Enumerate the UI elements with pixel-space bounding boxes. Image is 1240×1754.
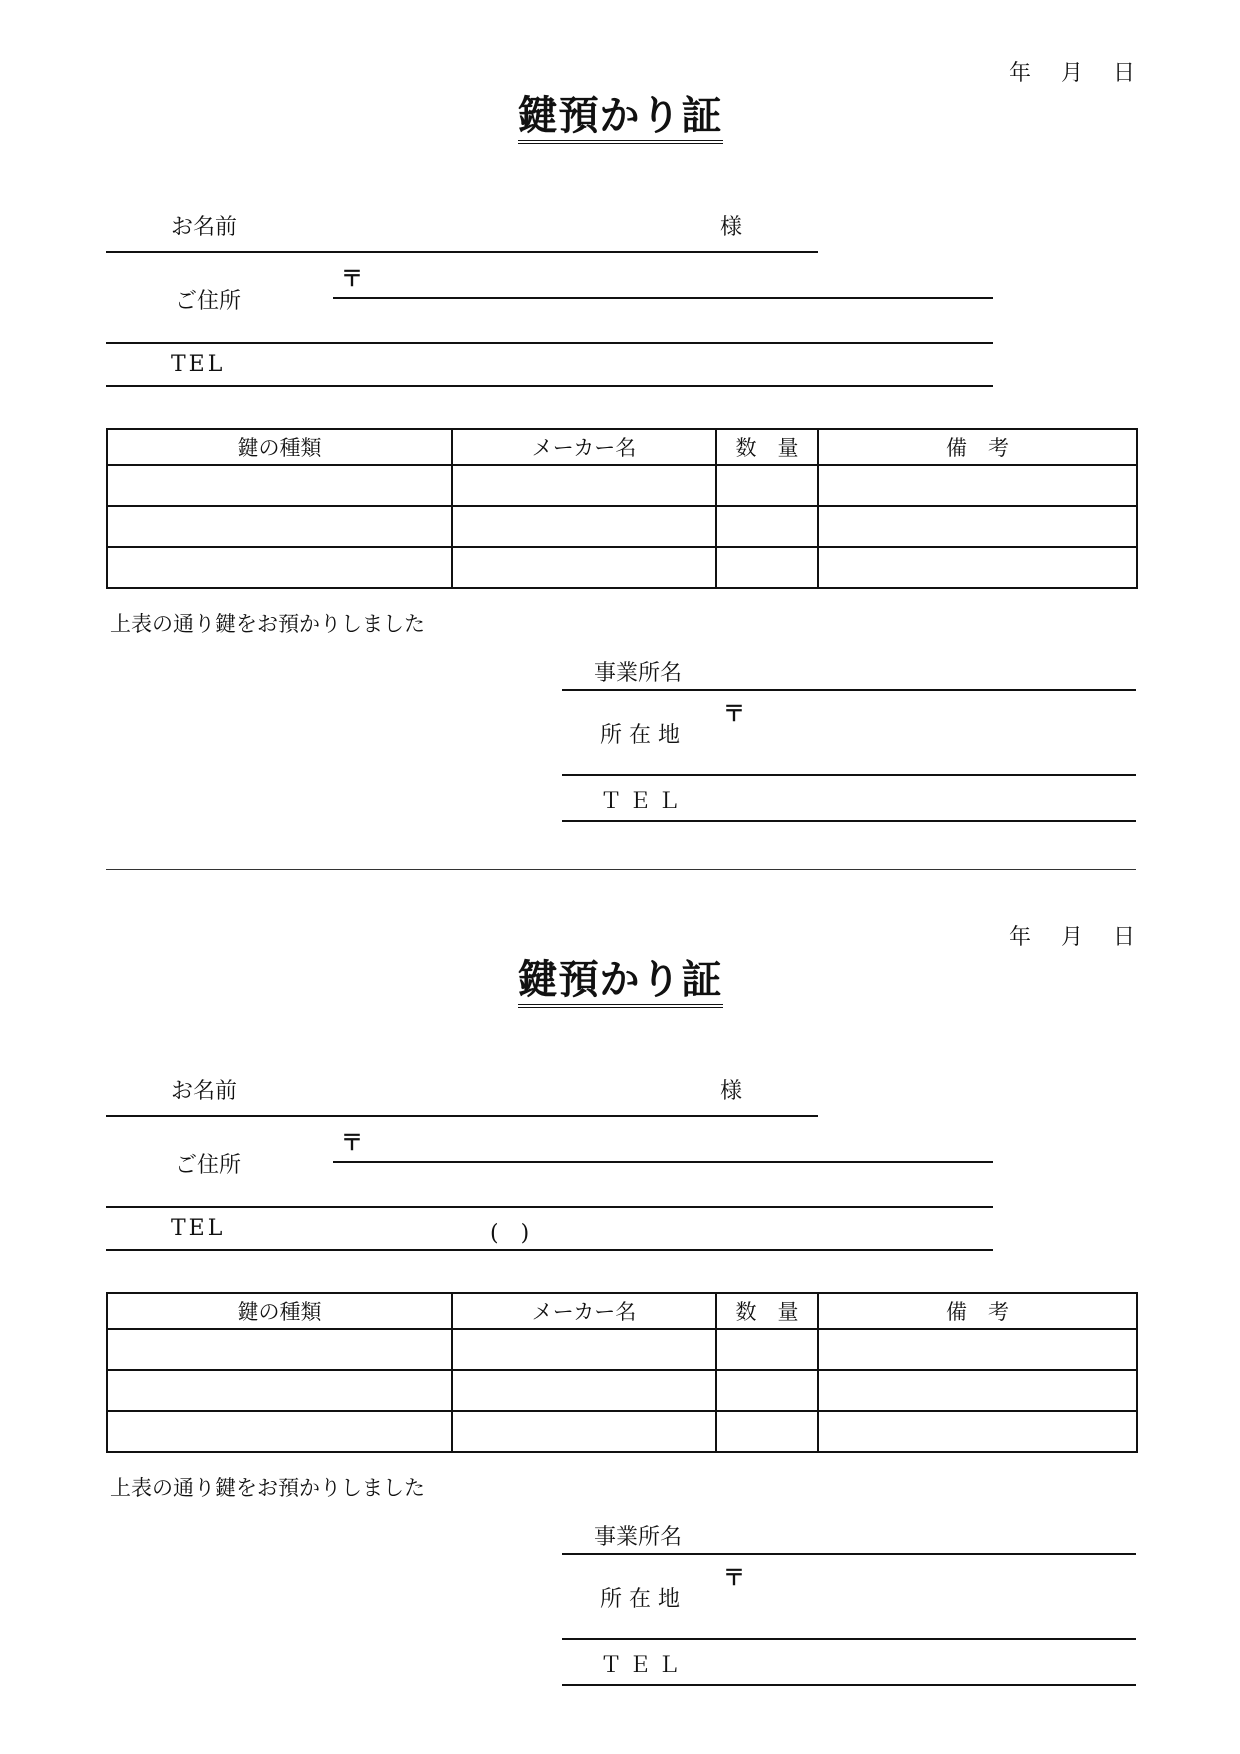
customer-name-field[interactable] xyxy=(106,1115,818,1117)
office-name-label: 事業所名 xyxy=(594,1525,683,1550)
header-remarks: 備 考 xyxy=(818,429,1137,465)
office-name-label: 事業所名 xyxy=(594,661,683,686)
customer-tel-field[interactable] xyxy=(106,385,993,387)
business-tel-label: Ｔ Ｅ Ｌ xyxy=(600,789,680,814)
date-year-label: 年 xyxy=(1008,925,1031,950)
postal-mark: 〒 xyxy=(341,1130,364,1156)
maker-name-cell[interactable] xyxy=(452,465,716,506)
remarks-cell[interactable] xyxy=(818,506,1137,547)
location-field[interactable] xyxy=(562,1638,1136,1640)
table-header-row xyxy=(107,429,1137,465)
postal-code-field[interactable] xyxy=(333,297,993,299)
remarks-cell[interactable] xyxy=(818,1370,1137,1411)
key-type-cell[interactable] xyxy=(107,1370,452,1411)
customer-tel-label: TEL xyxy=(171,352,226,377)
location-label: 所 在 地 xyxy=(600,1587,680,1612)
table-row xyxy=(107,506,1137,547)
key-type-cell[interactable] xyxy=(107,465,452,506)
header-quantity: 数 量 xyxy=(716,1293,818,1329)
maker-name-cell[interactable] xyxy=(452,1411,716,1452)
date-year-label: 年 xyxy=(1008,61,1031,86)
customer-address-label: ご住所 xyxy=(175,1153,242,1178)
maker-name-cell[interactable] xyxy=(452,1370,716,1411)
key-type-cell[interactable] xyxy=(107,1411,452,1452)
customer-name-field[interactable] xyxy=(106,251,818,253)
receipt-statement: 上表の通り鍵をお預かりしました xyxy=(110,612,425,636)
document-title: 鍵預かり証 xyxy=(0,956,1240,1008)
header-key-type: 鍵の種類 xyxy=(107,1293,452,1329)
table-row xyxy=(107,547,1137,588)
quantity-cell[interactable] xyxy=(716,547,818,588)
header-remarks: 備 考 xyxy=(818,1293,1137,1329)
key-type-cell[interactable] xyxy=(107,1329,452,1370)
customer-name-label: お名前 xyxy=(171,215,238,240)
key-type-cell[interactable] xyxy=(107,547,452,588)
customer-tel-label: TEL xyxy=(171,1216,226,1241)
header-maker-name: メーカー名 xyxy=(452,1293,716,1329)
postal-code-field[interactable] xyxy=(333,1161,993,1163)
office-name-field[interactable] xyxy=(562,689,1136,691)
date-line xyxy=(1009,56,1135,87)
table-row xyxy=(107,465,1137,506)
key-receipt-slip-2 xyxy=(0,866,1240,1736)
customer-tel-field[interactable] xyxy=(106,1249,993,1251)
honorific-label: 様 xyxy=(720,1079,743,1104)
table-row xyxy=(107,1411,1137,1452)
postal-mark: 〒 xyxy=(341,266,364,292)
remarks-cell[interactable] xyxy=(818,1411,1137,1452)
table-row xyxy=(107,1329,1137,1370)
date-line xyxy=(1009,920,1135,951)
customer-address-field[interactable] xyxy=(106,1206,993,1208)
header-maker-name: メーカー名 xyxy=(452,429,716,465)
date-month-label: 月 xyxy=(1060,61,1083,86)
business-postal-mark: 〒 xyxy=(723,701,746,727)
location-field[interactable] xyxy=(562,774,1136,776)
document-title: 鍵預かり証 xyxy=(0,92,1240,144)
customer-address-label: ご住所 xyxy=(175,289,242,314)
quantity-cell[interactable] xyxy=(716,506,818,547)
remarks-cell[interactable] xyxy=(818,465,1137,506)
business-tel-field[interactable] xyxy=(562,1684,1136,1686)
quantity-cell[interactable] xyxy=(716,1370,818,1411)
receipt-statement: 上表の通り鍵をお預かりしました xyxy=(110,1476,425,1500)
customer-address-field[interactable] xyxy=(106,342,993,344)
quantity-cell[interactable] xyxy=(716,1411,818,1452)
office-name-field[interactable] xyxy=(562,1553,1136,1555)
header-quantity: 数 量 xyxy=(716,429,818,465)
business-tel-field[interactable] xyxy=(562,820,1136,822)
tel-area-code-parens: ( ) xyxy=(490,1221,530,1246)
key-type-cell[interactable] xyxy=(107,506,452,547)
key-details-table xyxy=(106,428,1138,589)
remarks-cell[interactable] xyxy=(818,1329,1137,1370)
location-label: 所 在 地 xyxy=(600,723,680,748)
date-month-label: 月 xyxy=(1060,925,1083,950)
quantity-cell[interactable] xyxy=(716,465,818,506)
table-header-row xyxy=(107,1293,1137,1329)
key-receipt-slip-1 xyxy=(0,0,1240,870)
header-key-type: 鍵の種類 xyxy=(107,429,452,465)
honorific-label: 様 xyxy=(720,215,743,240)
maker-name-cell[interactable] xyxy=(452,1329,716,1370)
date-day-label: 日 xyxy=(1112,61,1135,86)
remarks-cell[interactable] xyxy=(818,547,1137,588)
date-day-label: 日 xyxy=(1112,925,1135,950)
maker-name-cell[interactable] xyxy=(452,547,716,588)
customer-name-label: お名前 xyxy=(171,1079,238,1104)
quantity-cell[interactable] xyxy=(716,1329,818,1370)
table-row xyxy=(107,1370,1137,1411)
business-postal-mark: 〒 xyxy=(723,1565,746,1591)
maker-name-cell[interactable] xyxy=(452,506,716,547)
key-details-table xyxy=(106,1292,1138,1453)
business-tel-label: Ｔ Ｅ Ｌ xyxy=(600,1653,680,1678)
